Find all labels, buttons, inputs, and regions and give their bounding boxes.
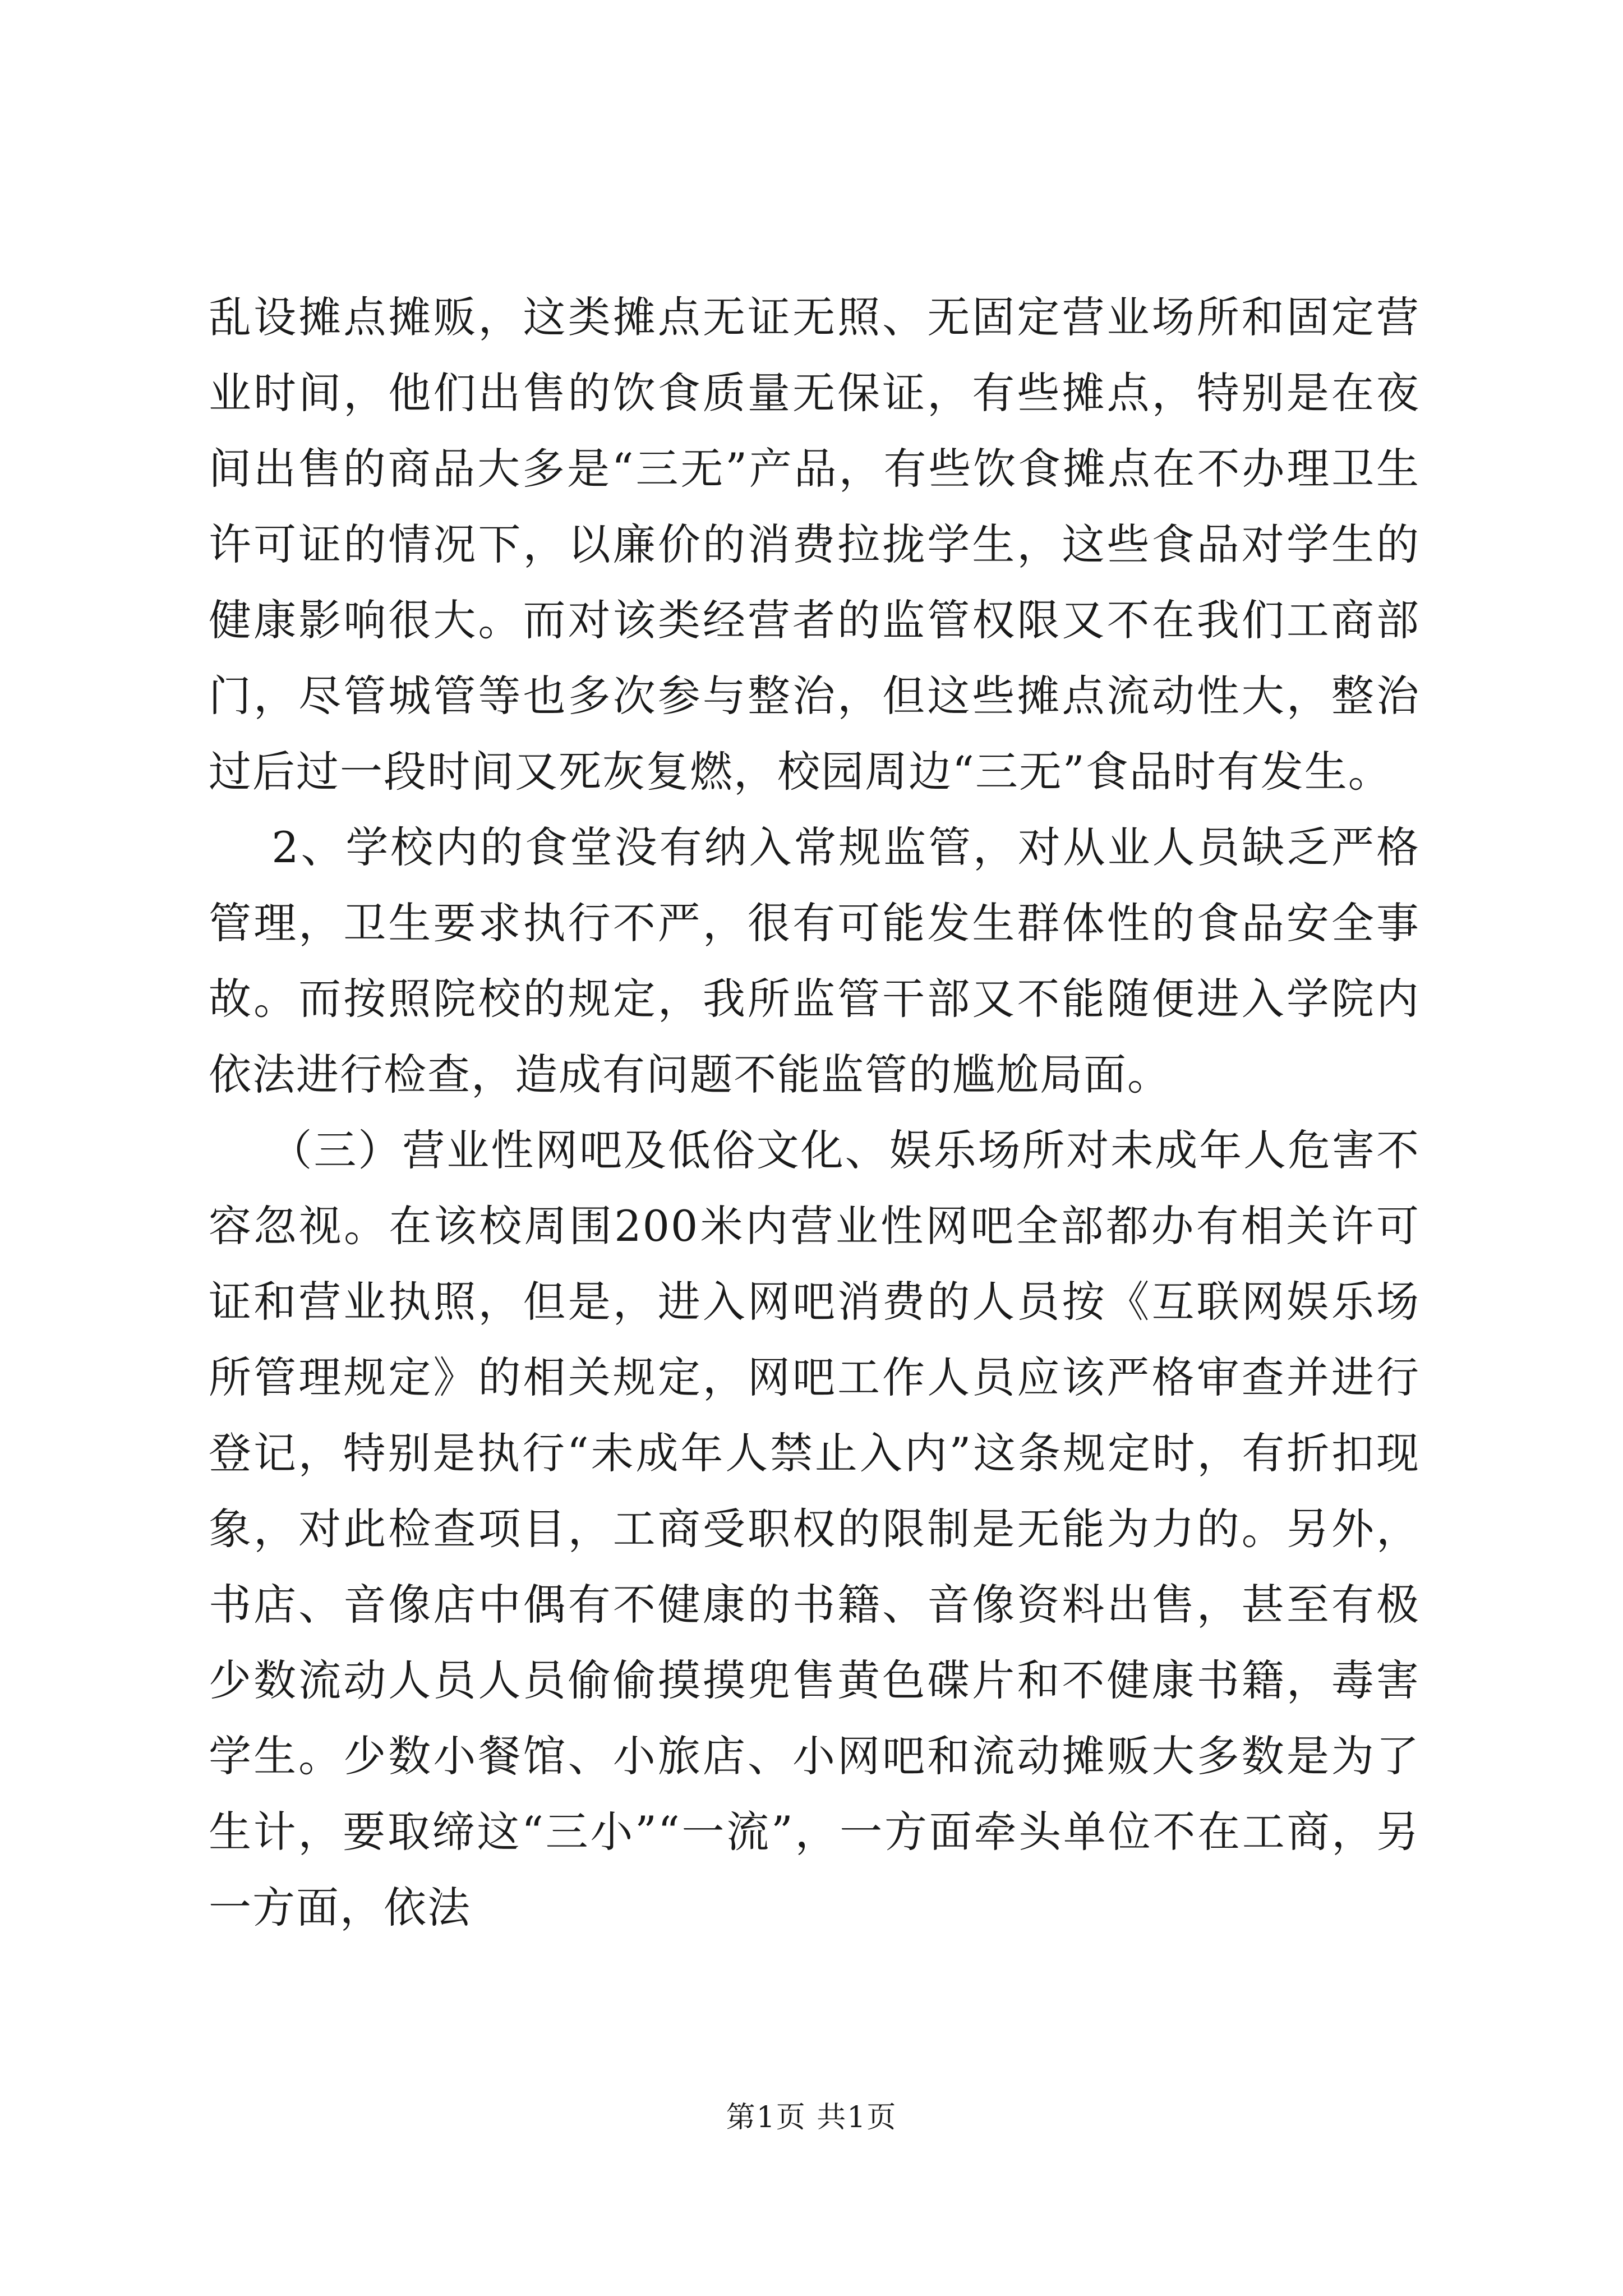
page-footer: 第1页 共1页	[726, 2101, 897, 2134]
document-body	[209, 279, 1420, 1945]
body-paragraph-1: 乱设摊点摊贩，这类摊点无证无照、无固定营业场所和固定营业时间，他们出售的饮食质量无保证，有些摊点，特别是在夜间出售的商品大多是“三无”产品，有些饮食摊点在不办理卫生许可证的情况下，以廉价的消费拉拢学生，这些食品对学生的健康影响很大。而对该类经营者的监管权限又不在我们工商部门，尽管城管等也多次参与整治，但这些摊点流动性大，整治过后过一段时间又死灰复燃，校园周边“三无”食品时有发生。	[209, 292, 1420, 797]
body-paragraph-2: 2、学校内的食堂没有纳入常规监管，对从业人员缺乏严格管理，卫生要求执行不严，很有可能发生群体性的食品安全事故。而按照院校的规定，我所监管干部又不能随便进入学院内依法进行检查，造成有问题不能监管的尴尬局面。	[209, 822, 1421, 1099]
body-paragraph-3: （三）营业性网吧及低俗文化、娱乐场所对未成年人危害不容忽视。在该校周围200米内营业性网吧全部都办有相关许可证和营业执照，但是，进入网吧消费的人员按《互联网娱乐场所管理规定》的相关规定，网吧工作人员应该严格审查并进行登记，特别是执行“未成年人禁止入内”这条规定时，有折扣现象，对此检查项目，工商受职权的限制是无能为力的。另外，书店、音像店中偶有不健康的书籍、音像资料出售，甚至有极少数流动人员人员偷偷摸摸兜售黄色碟片和不健康书籍，毒害学生。少数小餐馆、小旅店、小网吧和流动摊贩大多数是为了生计，要取缔这“三小”“一流”，一方面牵头单位不在工商，另一方面，依法	[209, 1125, 1421, 1932]
